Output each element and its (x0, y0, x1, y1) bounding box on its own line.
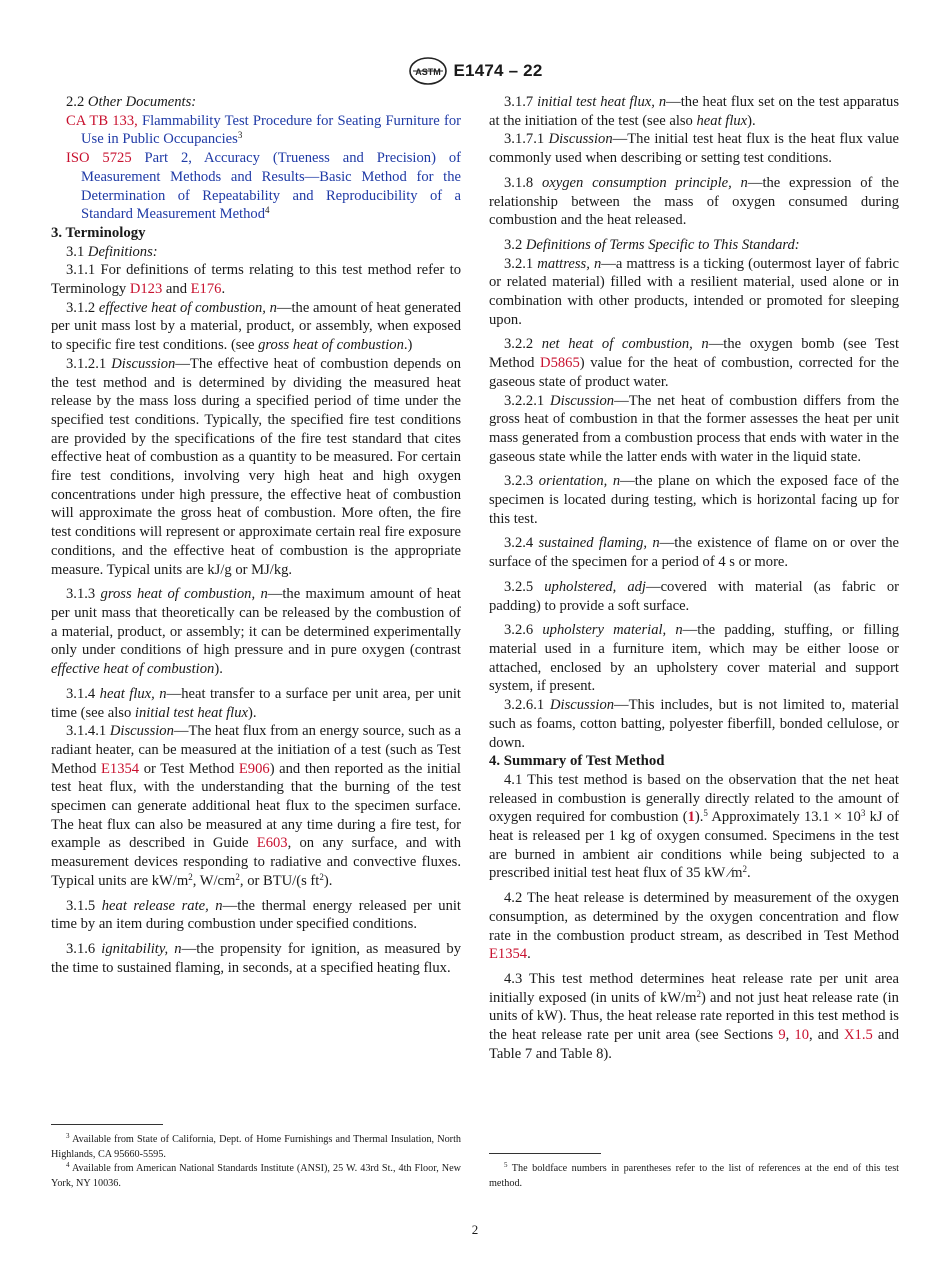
para-3-2-1: 3.2.1 mattress, n—a mattress is a ticking (outermost layer of fabric or related material) filled with a resilient material, used alone or in combination with other products, intended or promoted for sleeping upon. (489, 255, 899, 328)
right-column (489, 93, 899, 1063)
para-4-1: 4.1 This test method is based on the observation that the net heat released in combustion is generally directly related to the amount of oxygen required for combustion (1).$^5$ Approximately $13.1 \times 10^3$ kJ of heat is released per 1 kg of oxygen consumed. Specimens in the test are burned in ambient air conditions while being subjected to a prescribed initial test heat flux of 35 kW $⁄m^2$. (489, 771, 899, 882)
footnote-4: $^4$ Available from American National Standards Institute (ANSI), 25 W. 43rd St., 4th Floor, New York, NY 10036. (51, 1161, 461, 1189)
link-ca-tb-133[interactable]: CA TB 133, (66, 112, 138, 129)
link-iso-5725[interactable]: ISO 5725 (66, 150, 132, 167)
section-3-2: 3.2 Definitions of Terms Specific to This Standard: (504, 236, 800, 253)
para-3-1-7: 3.1.7 initial test heat flux, n—the heat flux set on the test apparatus at the initiation of the test (see also heat flux). (489, 94, 900, 129)
link-e1354[interactable]: E1354 (101, 760, 140, 777)
page-header (0, 56, 950, 86)
para-3-1-7-1: 3.1.7.1 Discussion—The initial test heat flux is the heat flux value commonly used when describing or setting test conditions. (489, 131, 899, 167)
footnote-3: $^3$ Available from State of California, Dept. of Home Furnishings and Thermal Insulation, North Highlands, CA 95660-5595. (51, 1132, 461, 1160)
link-e603[interactable]: E603 (256, 835, 288, 852)
footnotes-right (489, 1162, 899, 1191)
svg-text:ASTM: ASTM (414, 67, 441, 77)
link-e1354-b[interactable]: E1354 (489, 946, 528, 963)
para-3-1-4-1: 3.1.4.1 Discussion—The heat flux from an energy source, such as a radiant heater, can be measured at the initiation of a test (such as Test Method E1354 or Test Method E906) and then reported as the initial test heat flux, with the understanding that the burning of the test specimen can generate additional heat flux to the specimen surface. The heat flux can also be measured at any time during a fire test, for example as described in Guide E603, on any surface, and with measurement devices responding to radiative and convective fluxes. Typical units are $kW/m^2$, $W/cm^2$, or BTU/(s $ft^2$). (51, 723, 462, 889)
footnote-divider-left (51, 1124, 163, 1125)
page-number: 2 (471, 1222, 479, 1237)
para-3-1-2: 3.1.2 effective heat of combustion, n—the amount of heat generated per unit mass lost by a material, product, or assembly, when exposed to specific fire test conditions. (see gross heat of combustion.) (51, 299, 461, 354)
astm-logo-icon (408, 56, 448, 86)
para-3-1-2-1: 3.1.2.1 Discussion—The effective heat of combustion depends on the test method and is determined by dividing the measured heat release by the mass loss during a specified period of time under the specified test conditions. Typically, the specified fire test conditions are provided by the specifications of the fire test standard that cites effective heat of combustion as a quantity to be measured. For certain fire test conditions, involving very high heat and high oxygen concentrations under high pressure, the effective heat of combustion will approximate the gross heat of combustion. More often, the fire test conditions will represent or approximate certain real fire exposure conditions, and the effective heat of combustion is the appropriate measure. Typical units are kJ/g or MJ/kg. (51, 355, 461, 578)
para-4-3: 4.3 This test method determines heat release rate per unit area initially exposed (in units of $kW/m^2$) and not just heat release rate (in units of kW). Thus, the heat release rate reported in this test method is the heat release rate per unit area (see Sections 9, 10, and X1.5 and Table 7 and Table 8). (489, 970, 900, 1062)
section-3-1: 3.1 Definitions: (66, 243, 158, 260)
link-e906[interactable]: E906 (238, 760, 270, 777)
para-3-2-2-1: 3.2.2.1 Discussion—The net heat of combustion differs from the gross heat of combustion in that the former assesses the heat per unit mass generated from a combustion process that ends with water in the gaseous state while the latter ends with water in the liquid state. (489, 392, 899, 465)
para-3-2-4: 3.2.4 sustained flaming, n—the existence of flame on or over the surface of the specimen for a period of 4 s or more. (489, 535, 900, 571)
para-4-2: 4.2 The heat release is determined by measurement of the oxygen consumption, as determined by the oxygen concentration and flow rate in the combustion product stream, as described in Test Method E1354. (489, 890, 899, 963)
reference-iso-5725: ISO 5725 Part 2, Accuracy (Trueness and Precision) of Measurement Methods and Results—Basic Method for the Determination of Repeatability and Reproducibility of a Standard Measurement Method$^4$ (66, 150, 461, 223)
link-ca-tb-133-title[interactable]: Flammability Test Procedure for Seating Furniture for Use in Public Occupancies (81, 112, 461, 148)
reference-ca-tb-133: CA TB 133, Flammability Test Procedure for Seating Furniture for Use in Public Occupancies$^3$ (66, 112, 461, 148)
section-4-heading: 4. Summary of Test Method (489, 753, 665, 770)
para-3-1-8: 3.1.8 oxygen consumption principle, n—the expression of the relationship between the mass of oxygen consumed during combustion and the heat released. (489, 174, 899, 229)
section-3-heading: 3. Terminology (51, 224, 146, 241)
link-d123[interactable]: D123 (129, 281, 163, 298)
footnotes-left (51, 1133, 461, 1191)
link-section-10[interactable]: 10 (794, 1027, 809, 1044)
para-3-1-6: 3.1.6 ignitability, n—the propensity for ignition, as measured by the time to sustained flaming, in seconds, at a specified heating flux. (51, 940, 461, 976)
para-3-1-5: 3.1.5 heat release rate, n—the thermal energy released per unit time by an item during combustion under specified conditions. (51, 897, 461, 933)
section-2-2: 2.2 Other Documents: (66, 94, 197, 110)
link-e176[interactable]: E176 (190, 281, 222, 298)
standard-designation: E1474 – 22 (453, 61, 543, 80)
para-3-2-3: 3.2.3 orientation, n—the plane on which the exposed face of the specimen is located during testing, which is horizontal facing up for this test. (489, 473, 899, 527)
para-3-2-5: 3.2.5 upholstered, adj—covered with material (as fabric or padding) to provide a soft surface. (489, 578, 899, 614)
link-ref-1[interactable]: 1 (687, 809, 695, 826)
para-3-1-4: 3.1.4 heat flux, n—heat transfer to a surface per unit area, per unit time (see also initial test heat flux). (51, 685, 461, 721)
link-x1-5[interactable]: X1.5 (844, 1027, 873, 1044)
link-section-9[interactable]: 9 (778, 1027, 786, 1044)
para-3-1-1: 3.1.1 For definitions of terms relating to this test method refer to Terminology D123 and E176. (51, 262, 461, 298)
link-d5865[interactable]: D5865 (540, 355, 580, 372)
para-3-1-3: 3.1.3 gross heat of combustion, n—the maximum amount of heat per unit mass that theoretically can be released by the combustion of a material, product, or assembly; it can be determined experimentally only under conditions of high pressure and in pure oxygen (contrast effective heat of combustion). (51, 586, 461, 678)
link-iso-5725-title[interactable]: Part 2, Accuracy (Trueness and Precision) of Measurement Methods and Results—Basic Method for the Determination of Repeatability and Reproducibility of a Standard Measurement Method (81, 150, 461, 223)
left-column (51, 93, 461, 977)
para-3-2-6: 3.2.6 upholstery material, n—the padding, stuffing, or filling material used in a furniture item, which may be either loose or attached, enclosed by an upholstery cover material and support system, if present. (489, 622, 899, 695)
para-3-2-6-1: 3.2.6.1 Discussion—This includes, but is not limited to, material such as foams, cotton batting, polyester fiberfill, bonded cellulose, or down. (489, 697, 899, 751)
footnote-5: $^5$ The boldface numbers in parentheses refer to the list of references at the end of this test method. (489, 1161, 899, 1189)
footnote-divider-right (489, 1153, 601, 1154)
para-3-2-2: 3.2.2 net heat of combustion, n—the oxygen bomb (see Test Method D5865) value for the heat of combustion, corrected for the gaseous state of product water. (489, 336, 900, 390)
